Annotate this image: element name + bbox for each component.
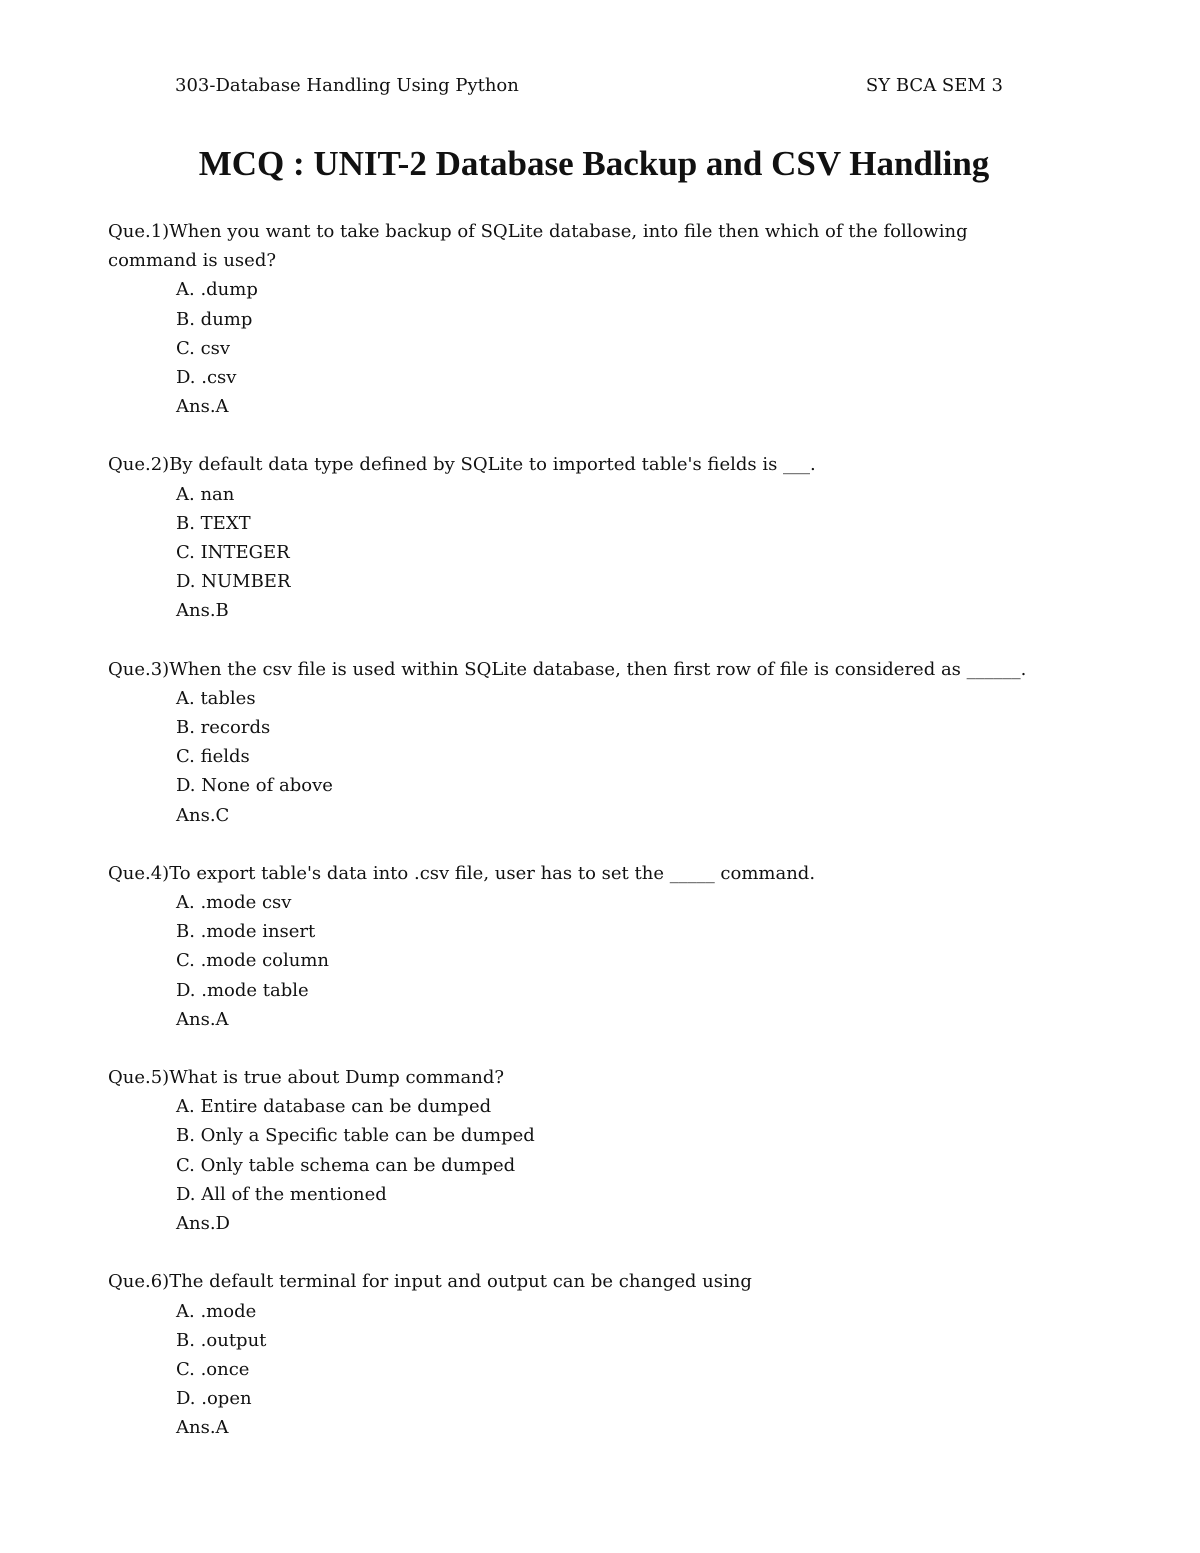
answer-label: Ans.C	[176, 804, 230, 826]
option-c: C. .once	[176, 1358, 250, 1380]
option-a: A. .dump	[176, 279, 258, 301]
option-b: B. TEXT	[176, 512, 251, 534]
question-1	[108, 217, 1108, 421]
question-text: Que.2)By default data type defined by SQLite to imported table's fields is ___.	[108, 454, 816, 476]
option-b: B. Only a Specific table can be dumped	[176, 1125, 535, 1147]
option-d: D. All of the mentioned	[176, 1183, 387, 1205]
option-a: A. nan	[176, 483, 235, 505]
question-list	[108, 217, 1108, 1472]
option-d: D. NUMBER	[176, 571, 291, 593]
option-d: D. .csv	[176, 367, 237, 389]
answer-label: Ans.B	[176, 600, 229, 622]
answer-label: Ans.A	[176, 396, 229, 418]
option-d: D. .open	[176, 1388, 252, 1410]
question-2	[108, 450, 1108, 625]
option-list	[108, 888, 1108, 1005]
option-b: B. .output	[176, 1329, 267, 1351]
option-c: C. INTEGER	[176, 542, 290, 564]
option-a: A. tables	[176, 687, 256, 709]
option-c: C. csv	[176, 337, 231, 359]
question-text: Que.4)To export table's data into .csv file, user has to set the _____ command.	[108, 862, 816, 884]
answer-label: Ans.A	[176, 1417, 229, 1439]
option-c: C. fields	[176, 746, 250, 768]
question-3	[108, 655, 1108, 830]
option-list	[108, 1297, 1108, 1414]
option-a: A. Entire database can be dumped	[176, 1096, 492, 1118]
question-text: Que.5)What is true about Dump command?	[108, 1067, 505, 1089]
option-c: C. Only table schema can be dumped	[176, 1154, 516, 1176]
option-a: A. .mode	[176, 1300, 257, 1322]
question-text: Que.6)The default terminal for input and output can be changed using	[108, 1271, 752, 1293]
answer-label: Ans.A	[176, 1008, 229, 1030]
question-text: Que.1)When you want to take backup of SQLite database, into file then which of the following command is used?	[108, 221, 968, 272]
option-list	[108, 275, 1108, 392]
question-4	[108, 859, 1108, 1034]
question-text: Que.3)When the csv file is used within SQLite database, then first row of file is considered as ______.	[108, 658, 1027, 680]
page-title: MCQ : UNIT-2 Database Backup and CSV Handling	[198, 144, 990, 183]
question-6	[108, 1267, 1108, 1442]
option-d: D. .mode table	[176, 979, 309, 1001]
option-list	[108, 480, 1108, 597]
option-c: C. .mode column	[176, 950, 330, 972]
header-course-title: 303-Database Handling Using Python	[175, 75, 519, 96]
option-a: A. .mode csv	[176, 892, 292, 914]
header-class-label: SY BCA SEM 3	[865, 75, 1003, 96]
option-list	[108, 684, 1108, 801]
question-5	[108, 1063, 1108, 1238]
answer-label: Ans.D	[176, 1213, 230, 1235]
option-b: B. .mode insert	[176, 921, 316, 943]
option-d: D. None of above	[176, 775, 333, 797]
option-b: B. dump	[176, 308, 253, 330]
option-list	[108, 1092, 1108, 1209]
option-b: B. records	[176, 717, 271, 739]
